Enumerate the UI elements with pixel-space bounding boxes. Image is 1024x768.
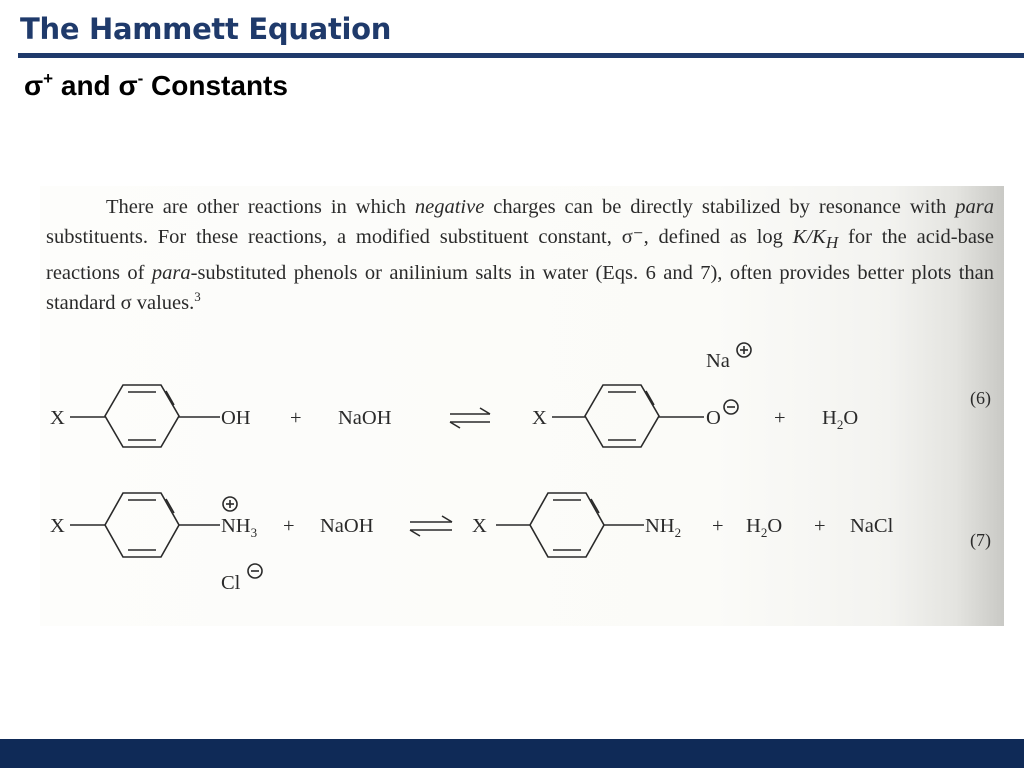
substituent-x-label: X: [532, 407, 547, 429]
chloride-ion-label: Cl: [221, 572, 241, 594]
paragraph-text: There are other reactions in which: [106, 196, 415, 218]
footer-bar: [0, 739, 1024, 768]
water-label: $H_2O$: [822, 407, 859, 432]
slide-title: The Hammett Equation: [20, 12, 392, 46]
plus-sign: +: [283, 515, 295, 537]
amine-label: $NH_2$: [645, 515, 682, 540]
paragraph-emphasis: para: [955, 196, 994, 218]
plus-sign: +: [290, 407, 302, 429]
paragraph-emphasis: K/K: [792, 226, 826, 248]
paragraph-emphasis: para: [151, 262, 191, 285]
hydroxyl-label: OH: [221, 407, 251, 429]
naoh-label: NaOH: [320, 515, 374, 537]
substituent-x-label: X: [50, 515, 65, 537]
nacl-label: NaCl: [850, 515, 894, 537]
reaction-equations-figure: [40, 186, 1004, 626]
paragraph-text: -substituted phenols or anilinium salts in water (Eqs. 6 and 7), often provides better plots than standard σ values.: [46, 262, 994, 315]
substituent-x-label: X: [472, 515, 487, 537]
sigma-minus-symbol: σ: [118, 70, 138, 101]
naoh-label: NaOH: [338, 407, 392, 429]
substituent-x-label: X: [50, 407, 65, 429]
footnote-marker: 3: [194, 289, 201, 305]
plus-sign: +: [712, 515, 724, 537]
subtitle-constants: Constants: [143, 70, 288, 101]
subtitle-and: and: [53, 70, 119, 101]
ammonium-label: $NH_3$: [221, 515, 258, 540]
sodium-ion-label: Na: [706, 350, 730, 372]
phenoxide-oxygen-label: O: [706, 407, 721, 429]
equation-number: (7): [970, 530, 991, 550]
paragraph-text: for the acid-base reactions of: [46, 226, 994, 285]
paragraph-subscript: H: [825, 233, 839, 253]
equation-number: (6): [970, 388, 991, 408]
paragraph-emphasis: negative: [414, 196, 485, 218]
plus-superscript: +: [43, 69, 54, 88]
paragraph-text: substituents. For these reactions, a modified substituent constant, σ⁻, defined as log: [46, 226, 793, 248]
plus-sign: +: [814, 515, 826, 537]
water-label: $H_2O$: [746, 515, 783, 540]
paragraph-text: charges can be directly stabilized by resonance with: [484, 196, 956, 218]
scanned-textbook-excerpt: [40, 186, 1004, 626]
plus-sign: +: [774, 407, 786, 429]
minus-superscript: -: [137, 69, 144, 88]
slide-subtitle: [24, 70, 288, 102]
sigma-plus-symbol: σ: [24, 70, 44, 101]
title-underline: [18, 53, 1024, 58]
